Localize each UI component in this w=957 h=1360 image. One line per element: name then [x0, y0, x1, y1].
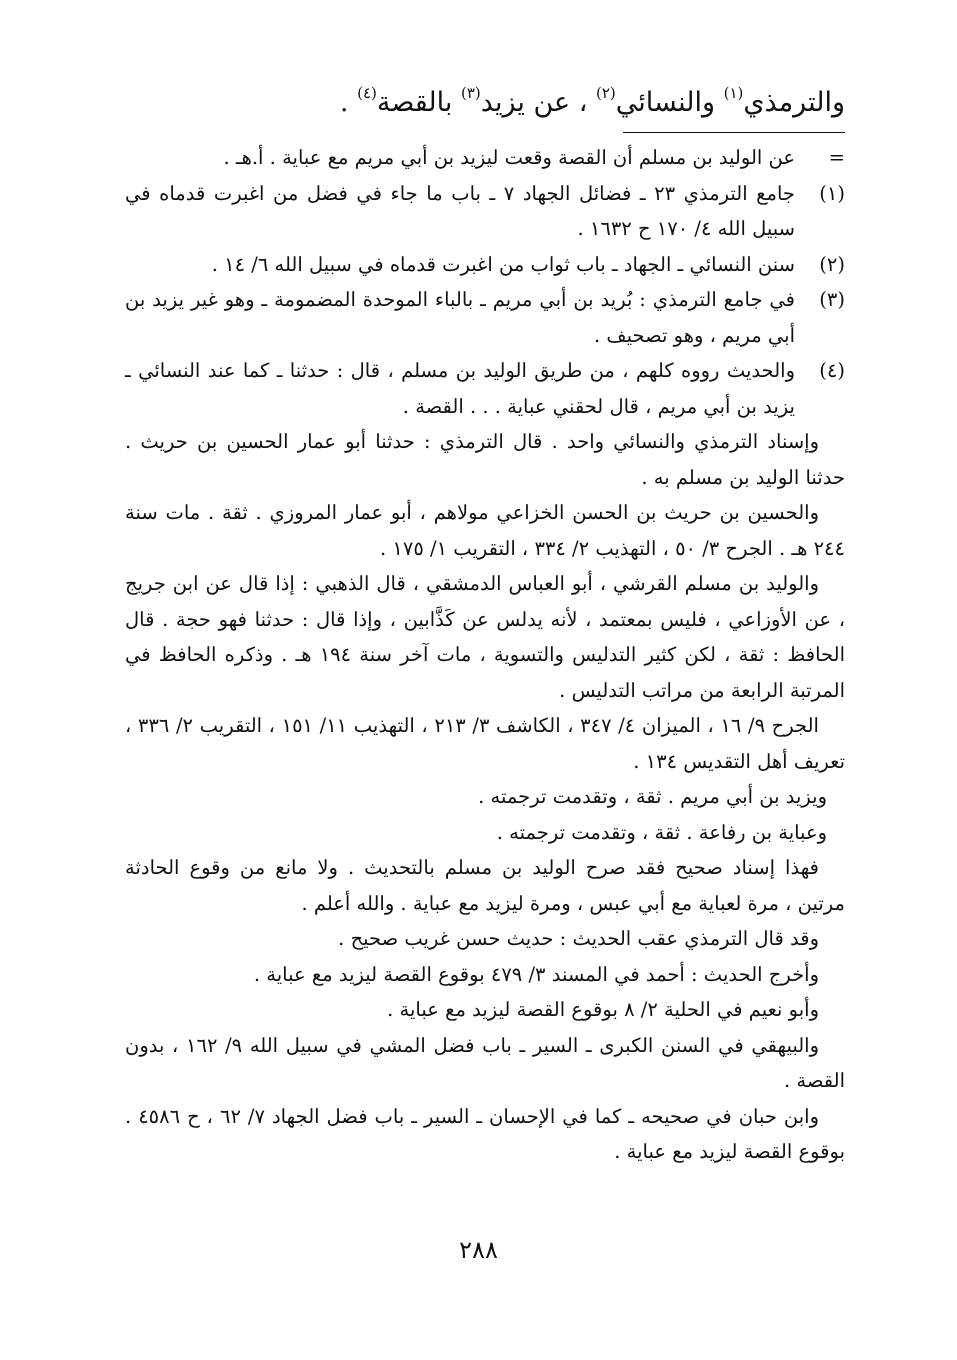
footnote-paragraph: وابن حبان في صحيحه ـ كما في الإحسان ـ السير ـ باب فضل الجهاد ٧/ ٦٢ ، ح ٤٥٨٦ . بوقوع القصة ليزيد مع عباية . — [125, 1104, 845, 1163]
footnote-paragraph: وقد قال الترمذي عقب الحديث : حديث حسن غريب صحيح . — [338, 927, 819, 950]
footnote-paragraph: والبيهقي في السنن الكبرى ـ السير ـ باب فضل المشي في سبيل الله ٩/ ١٦٢ ، بدون القصة . — [125, 1033, 845, 1092]
footnote-paragraph: وأبو نعيم في الحلية ٢/ ٨ بوقوع القصة ليزيد مع عباية . — [387, 998, 819, 1021]
main-text-part: والترمذي — [743, 87, 845, 118]
footnote-1 — [125, 176, 845, 247]
footnote-ref: (٢) — [596, 84, 616, 102]
footnote-text: عن الوليد بن مسلم أن القصة وقعت ليزيد بن أبي مريم مع عباية . أ.هـ . — [223, 146, 795, 169]
footnote-paragraph: وإسناد الترمذي والنسائي واحد . قال الترمذي : حدثنا أبو عمار الحسين بن حريث . حدثنا الوليد بن مسلم به . — [125, 430, 845, 489]
footnote-text: سنن النسائي ـ الجهاد ـ باب ثواب من اغبرت قدماه في سبيل الله ٦/ ١٤ . — [211, 252, 795, 276]
footnote-continuation — [125, 140, 845, 176]
footnote-ref: (٤) — [357, 84, 377, 102]
footnote-text: جامع الترمذي ٢٣ ـ فضائل الجهاد ٧ ـ باب ما جاء في فضل من اغبرت قدماه في سبيل الله ٤/ ١٧٠ ح ١٦٣٢ . — [125, 181, 795, 240]
footnote-paragraph: الجرح ٩/ ١٦ ، الميزان ٤/ ٣٤٧ ، الكاشف ٣/ ٢١٣ ، التهذيب ١١/ ١٥١ ، التقريب ٢/ ٣٣٦ ، تعريف أهل التقديس ١٣٤ . — [125, 714, 845, 773]
main-text-part: . — [339, 87, 358, 118]
main-text-part: ، عن يزيد — [480, 87, 596, 118]
footnote-3 — [125, 282, 845, 353]
footnote-2 — [125, 247, 845, 283]
footnote-paragraph: والحسين بن حريث بن الحسن الخزاعي مولاهم ، أبو عمار المروزي . ثقة . مات سنة ٢٤٤ هـ . الجرح ٣/ ٥٠ ، التهذيب ٢/ ٣٣٤ ، التقريب ١/ ١٧٥ . — [125, 501, 845, 560]
footnote-paragraph: والوليد بن مسلم القرشي ، أبو العباس الدمشقي ، قال الذهبي : إذا قال عن ابن جريج ، عن الأوزاعي ، فليس بمعتمد ، لأنه يدلس عن كَذَّابين ، وإذا قال : حدثنا فهو حجة . قال الحافظ : ثقة ، لكن كثير التدليس والتسوية ، مات آخر سنة ١٩٤ هـ . وذكره الحافظ في المرتبة الرابعة من مراتب التدليس . — [125, 572, 845, 702]
footnote-ref: (٣) — [460, 84, 481, 102]
footnote-number: (٤) — [819, 359, 845, 382]
footnote-separator — [623, 132, 845, 133]
footnote-ref: (١) — [723, 84, 744, 102]
footnote-4 — [125, 353, 845, 424]
footnote-paragraph: ويزيد بن أبي مريم . ثقة ، وتقدمت ترجمته . — [478, 785, 827, 808]
footnote-number: (١) — [819, 181, 845, 205]
footnote-text: في جامع الترمذي : بُريد بن أبي مريم ـ بالباء الموحدة المضمومة ـ وهو غير يزيد بن أبي مريم ، وهو تصحيف . — [125, 288, 795, 347]
footnote-paragraph: فهذا إسناد صحيح فقد صرح الوليد بن مسلم بالتحديث . ولا مانع من وقوع الحادثة مرتين ، مرة لعباية مع أبي عبس ، ومرة ليزيد مع عباية . والله أعلم . — [125, 856, 845, 915]
main-text-part: والنسائي — [615, 87, 724, 118]
footnote-number: (٢) — [819, 252, 845, 276]
main-text-part: بالقصة — [376, 87, 461, 118]
footnote-paragraph: وعباية بن رفاعة . ثقة ، وتقدمت ترجمته . — [496, 820, 827, 844]
footnotes-section — [125, 140, 845, 1170]
footnote-paragraph: وأخرج الحديث : أحمد في المسند ٣/ ٤٧٩ بوقوع القصة ليزيد مع عباية . — [253, 962, 819, 986]
main-text-line — [115, 70, 845, 126]
footnote-text: والحديث رووه كلهم ، من طريق الوليد بن مسلم ، قال : حدثنا ـ كما عند النسائي ـ يزيد بن أبي مريم ، قال لحقني عباية . . . القصة . — [125, 359, 795, 418]
continuation-marker: = — [828, 146, 845, 169]
footnote-number: (٣) — [819, 288, 845, 311]
page-number: ٢٨٨ — [459, 1236, 498, 1264]
